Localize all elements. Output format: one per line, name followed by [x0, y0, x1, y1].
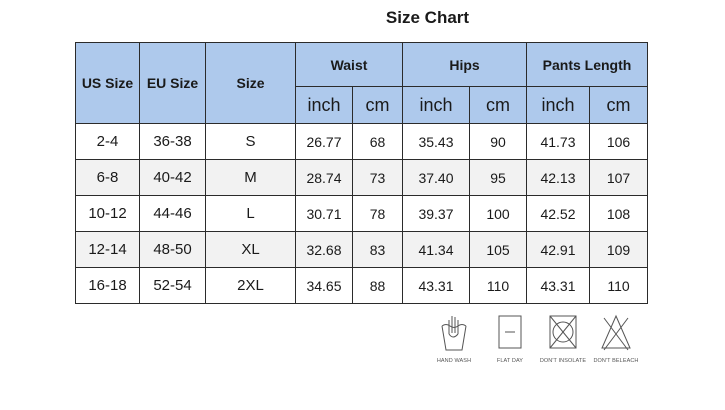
care-dont-bleach	[586, 312, 646, 364]
care-label: FLAT DAY	[496, 358, 524, 364]
cell-eu-size: 52-54	[140, 268, 206, 304]
cell-waist-inch: 30.71	[296, 196, 353, 232]
cell-hips-inch: 37.40	[403, 160, 470, 196]
cell-us-size: 12-14	[76, 232, 140, 268]
cell-us-size: 6-8	[76, 160, 140, 196]
cell-length-cm: 106	[590, 124, 648, 160]
unit-length-cm: cm	[590, 87, 648, 124]
cell-hips-cm: 95	[470, 160, 527, 196]
hand-wash-icon	[437, 312, 471, 352]
header-hips: Hips	[403, 43, 527, 87]
cell-waist-cm: 68	[353, 124, 403, 160]
care-label: HAND WASH	[436, 358, 472, 364]
cell-hips-inch: 35.43	[403, 124, 470, 160]
care-label: DON'T INSOLATE	[539, 358, 587, 364]
cell-hips-cm: 105	[470, 232, 527, 268]
table-row	[76, 196, 648, 232]
header-us-size: US Size	[76, 43, 140, 124]
size-chart-table	[75, 42, 648, 304]
cell-length-cm: 109	[590, 232, 648, 268]
cell-length-cm: 108	[590, 196, 648, 232]
cell-waist-inch: 32.68	[296, 232, 353, 268]
header-eu-size: EU Size	[140, 43, 206, 124]
cell-hips-cm: 90	[470, 124, 527, 160]
care-label: DON'T BELEACH	[593, 358, 639, 364]
care-flat-dry	[480, 312, 540, 364]
header-size: Size	[206, 43, 296, 124]
cell-waist-cm: 88	[353, 268, 403, 304]
cell-hips-inch: 43.31	[403, 268, 470, 304]
page-title: Size Chart	[385, 8, 470, 27]
cell-waist-inch: 28.74	[296, 160, 353, 196]
cell-waist-cm: 73	[353, 160, 403, 196]
cell-length-inch: 43.31	[527, 268, 590, 304]
cell-eu-size: 40-42	[140, 160, 206, 196]
cell-eu-size: 48-50	[140, 232, 206, 268]
cell-hips-cm: 100	[470, 196, 527, 232]
unit-waist-cm: cm	[353, 87, 403, 124]
cell-size: M	[206, 160, 296, 196]
cell-waist-cm: 78	[353, 196, 403, 232]
cell-us-size: 16-18	[76, 268, 140, 304]
cell-length-inch: 41.73	[527, 124, 590, 160]
cell-waist-inch: 26.77	[296, 124, 353, 160]
cell-length-cm: 107	[590, 160, 648, 196]
flat-dry-icon	[493, 312, 527, 352]
table-row	[76, 232, 648, 268]
cell-eu-size: 44-46	[140, 196, 206, 232]
unit-length-inch: inch	[527, 87, 590, 124]
cell-size: XL	[206, 232, 296, 268]
cell-waist-cm: 83	[353, 232, 403, 268]
table-row	[76, 124, 648, 160]
cell-us-size: 2-4	[76, 124, 140, 160]
cell-size: 2XL	[206, 268, 296, 304]
cell-length-inch: 42.91	[527, 232, 590, 268]
unit-hips-inch: inch	[403, 87, 470, 124]
cell-length-inch: 42.13	[527, 160, 590, 196]
dont-bleach-icon	[599, 312, 633, 352]
table-row	[76, 268, 648, 304]
cell-length-inch: 42.52	[527, 196, 590, 232]
cell-eu-size: 36-38	[140, 124, 206, 160]
cell-hips-inch: 39.37	[403, 196, 470, 232]
cell-size: L	[206, 196, 296, 232]
cell-hips-cm: 110	[470, 268, 527, 304]
cell-length-cm: 110	[590, 268, 648, 304]
unit-waist-inch: inch	[296, 87, 353, 124]
cell-waist-inch: 34.65	[296, 268, 353, 304]
cell-us-size: 10-12	[76, 196, 140, 232]
care-dont-insolate	[533, 312, 593, 364]
cell-hips-inch: 41.34	[403, 232, 470, 268]
cell-size: S	[206, 124, 296, 160]
dont-insolate-icon	[546, 312, 580, 352]
header-pants-length: Pants Length	[527, 43, 648, 87]
header-waist: Waist	[296, 43, 403, 87]
care-hand-wash	[424, 312, 484, 364]
unit-hips-cm: cm	[470, 87, 527, 124]
table-row	[76, 160, 648, 196]
